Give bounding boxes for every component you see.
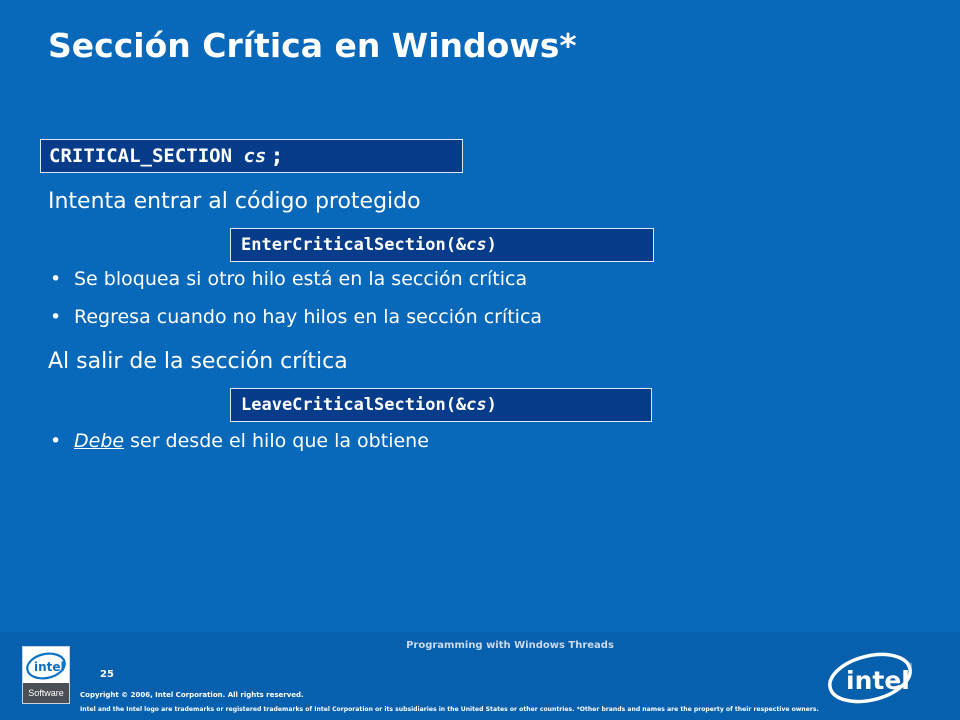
copyright-text: Copyright © 2006, Intel Corporation. All rights reserved. xyxy=(80,691,304,699)
code-enter-box xyxy=(230,228,654,262)
intel-software-logo xyxy=(22,646,70,704)
footer xyxy=(0,632,960,720)
bullet-item xyxy=(50,430,429,452)
paragraph-enter: Intenta entrar al código protegido xyxy=(48,189,421,214)
code-enter-suffix: ) xyxy=(486,235,497,255)
code-type: CRITICAL_SECTION xyxy=(49,145,233,167)
paragraph-leave: Al salir de la sección crítica xyxy=(48,349,348,374)
svg-text:intel: intel xyxy=(846,666,910,695)
intel-logo xyxy=(826,646,918,706)
code-leave-box xyxy=(230,388,652,422)
code-leave-var: cs xyxy=(466,395,487,415)
bullet-emphasis: Debe xyxy=(74,430,125,452)
bullet-dot: • xyxy=(50,268,62,290)
code-var: cs xyxy=(243,145,267,167)
intel-logo-icon xyxy=(23,647,69,683)
bullet-item xyxy=(50,306,542,328)
code-leave-prefix: LeaveCriticalSection(& xyxy=(241,395,467,415)
bullet-text: ser desde el hilo que la obtiene xyxy=(124,430,429,452)
code-enter-var: cs xyxy=(466,235,487,255)
bullet-item xyxy=(50,268,527,290)
slide-title: Sección Crítica en Windows* xyxy=(48,26,577,65)
svg-text:intel: intel xyxy=(34,660,65,674)
code-leave-suffix: ) xyxy=(486,395,497,415)
code-declaration-box xyxy=(40,139,463,173)
bullet-dot: • xyxy=(50,306,62,328)
code-enter-prefix: EnterCriticalSection(& xyxy=(241,235,467,255)
course-title: Programming with Windows Threads xyxy=(406,640,614,651)
trademark-text: Intel and the Intel logo are trademarks or registered trademarks of Intel Corporation or its subsidiaries in the United States or other countries. *Other brands and names are the property of their respective owners. xyxy=(80,706,819,713)
svg-text:®: ® xyxy=(906,662,913,670)
bullet-dot: • xyxy=(50,430,62,452)
bullet-text: Se bloquea si otro hilo está en la sección crítica xyxy=(74,268,528,290)
page-number: 25 xyxy=(100,669,114,680)
code-semicolon: ; xyxy=(270,143,284,169)
bullet-text: Regresa cuando no hay hilos en la sección crítica xyxy=(74,306,543,328)
software-label: Software xyxy=(23,683,69,703)
